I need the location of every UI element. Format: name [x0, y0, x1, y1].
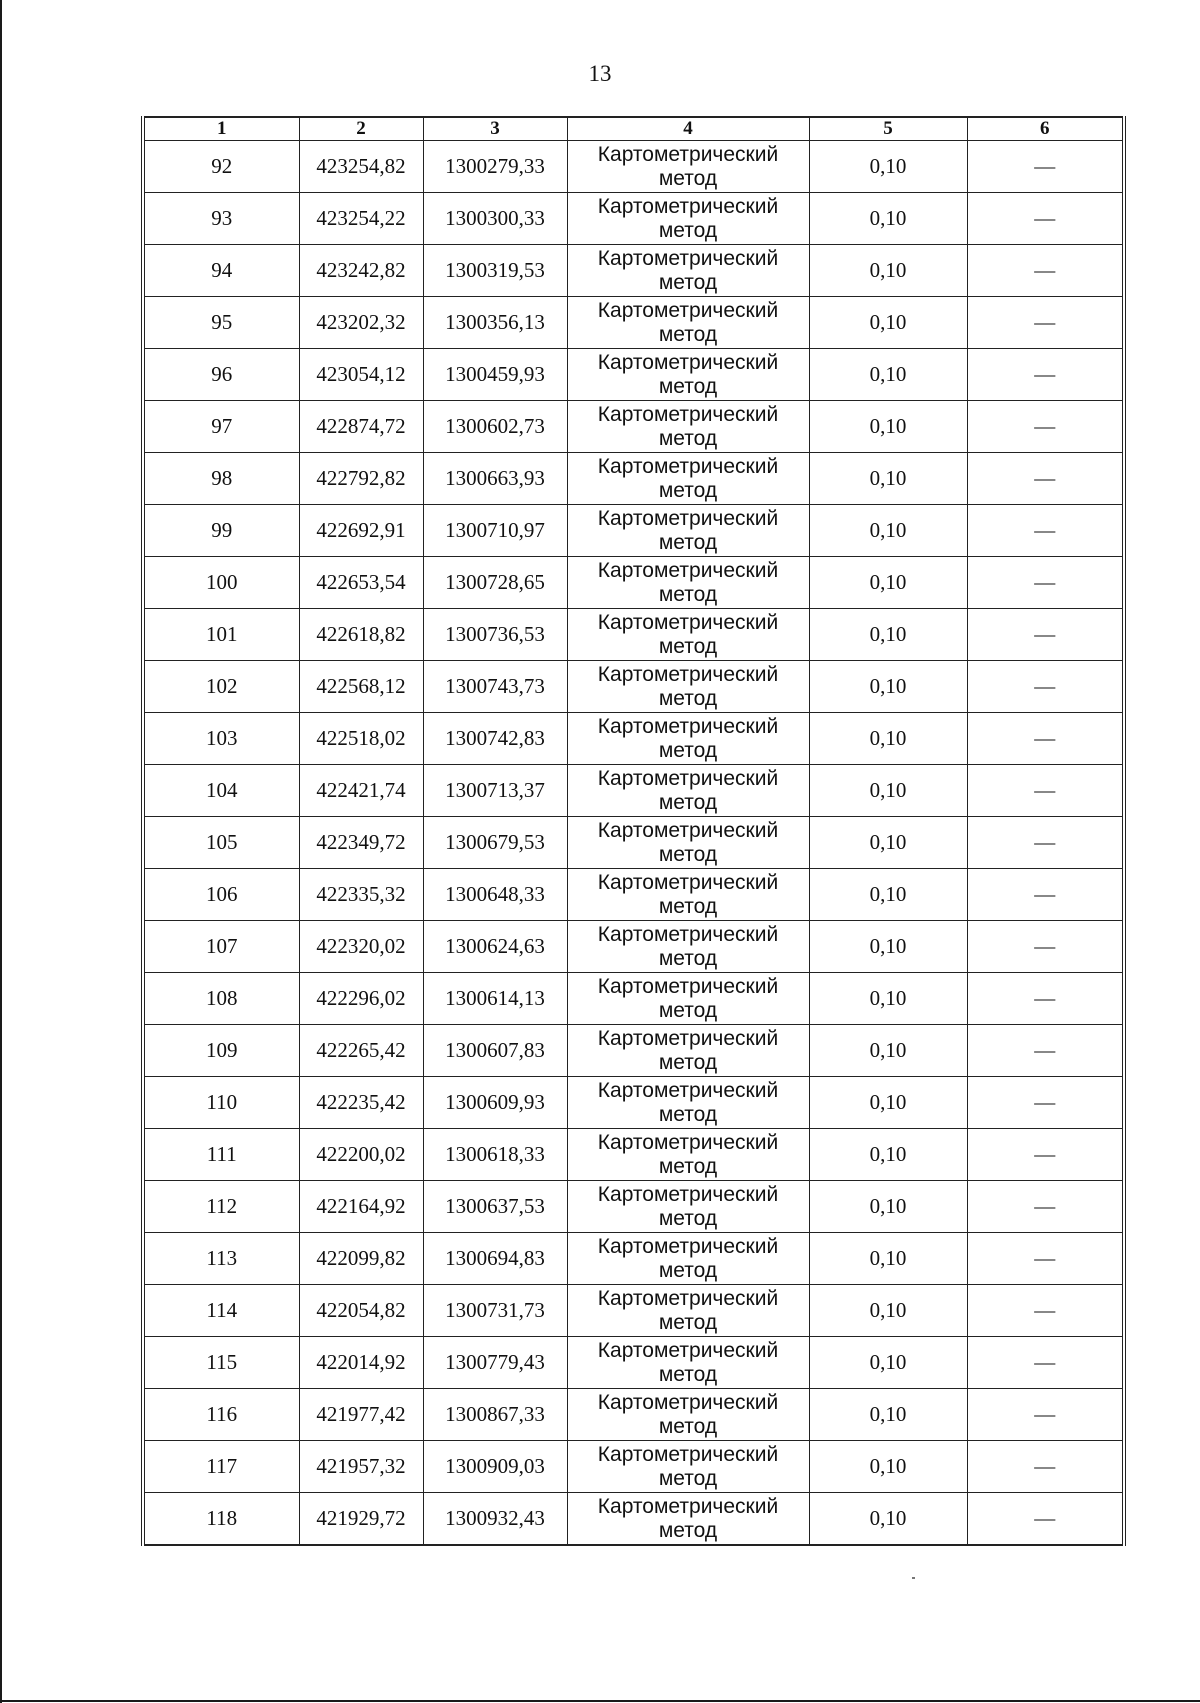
method-line-2: метод	[658, 738, 718, 762]
method-line-1: Картометрический	[597, 1182, 779, 1206]
method-line-1: Картометрический	[597, 298, 779, 322]
cell-coordinate-x: 422164,92	[299, 1181, 423, 1233]
cell-note: —	[967, 1181, 1124, 1233]
method-line-1: Картометрический	[597, 1338, 779, 1362]
cell-method	[567, 557, 809, 609]
method-line-1: Картометрический	[597, 558, 779, 582]
cell-point-number: 109	[143, 1025, 299, 1077]
cell-coordinate-x: 423202,32	[299, 297, 423, 349]
cell-note: —	[967, 453, 1124, 505]
method-line-2: метод	[658, 582, 718, 606]
table-row	[143, 1233, 1124, 1285]
cell-note: —	[967, 349, 1124, 401]
cell-method	[567, 921, 809, 973]
method-line-2: метод	[658, 1518, 718, 1542]
cell-note: —	[967, 1233, 1124, 1285]
cell-accuracy: 0,10	[809, 505, 967, 557]
cell-method	[567, 141, 809, 193]
method-line-1: Картометрический	[597, 402, 779, 426]
cell-accuracy: 0,10	[809, 609, 967, 661]
table-row	[143, 1077, 1124, 1129]
method-line-1: Картометрический	[597, 1286, 779, 1310]
cell-coordinate-x: 423254,22	[299, 193, 423, 245]
cell-coordinate-x: 422200,02	[299, 1129, 423, 1181]
cell-note: —	[967, 557, 1124, 609]
cell-coordinate-y: 1300731,73	[423, 1285, 567, 1337]
cell-method	[567, 973, 809, 1025]
header-col-3: 3	[423, 117, 567, 141]
method-line-1: Картометрический	[597, 1130, 779, 1154]
method-line-1: Картометрический	[597, 506, 779, 530]
cell-accuracy: 0,10	[809, 1025, 967, 1077]
header-col-6: 6	[967, 117, 1124, 141]
cell-coordinate-y: 1300459,93	[423, 349, 567, 401]
method-line-2: метод	[658, 1414, 718, 1438]
cell-point-number: 117	[143, 1441, 299, 1493]
header-col-4: 4	[567, 117, 809, 141]
cell-point-number: 103	[143, 713, 299, 765]
method-line-1: Картометрический	[597, 1234, 779, 1258]
table-row	[143, 973, 1124, 1025]
cell-accuracy: 0,10	[809, 1441, 967, 1493]
cell-coordinate-x: 422014,92	[299, 1337, 423, 1389]
cell-accuracy: 0,10	[809, 1181, 967, 1233]
table-row	[143, 1389, 1124, 1441]
cell-point-number: 98	[143, 453, 299, 505]
cell-coordinate-x: 423054,12	[299, 349, 423, 401]
method-line-2: метод	[658, 686, 718, 710]
cell-point-number: 110	[143, 1077, 299, 1129]
cell-note: —	[967, 245, 1124, 297]
table-row	[143, 661, 1124, 713]
cell-accuracy: 0,10	[809, 1389, 967, 1441]
cell-note: —	[967, 193, 1124, 245]
method-line-2: метод	[658, 270, 718, 294]
coordinates-table-container	[141, 116, 1122, 1546]
method-line-2: метод	[658, 530, 718, 554]
cell-method	[567, 245, 809, 297]
method-line-1: Картометрический	[597, 766, 779, 790]
method-line-2: метод	[658, 426, 718, 450]
cell-point-number: 114	[143, 1285, 299, 1337]
method-line-1: Картометрический	[597, 246, 779, 270]
cell-note: —	[967, 297, 1124, 349]
header-col-1: 1	[143, 117, 299, 141]
cell-point-number: 116	[143, 1389, 299, 1441]
cell-accuracy: 0,10	[809, 1077, 967, 1129]
cell-coordinate-x: 422235,42	[299, 1077, 423, 1129]
table-row	[143, 193, 1124, 245]
method-line-1: Картометрический	[597, 610, 779, 634]
cell-coordinate-x: 422792,82	[299, 453, 423, 505]
cell-coordinate-x: 422568,12	[299, 661, 423, 713]
cell-accuracy: 0,10	[809, 401, 967, 453]
method-line-1: Картометрический	[597, 974, 779, 998]
table-row	[143, 245, 1124, 297]
scan-edge-left	[0, 0, 2, 1703]
cell-coordinate-y: 1300356,13	[423, 297, 567, 349]
cell-method	[567, 1285, 809, 1337]
method-line-2: метод	[658, 790, 718, 814]
method-line-1: Картометрический	[597, 818, 779, 842]
cell-coordinate-x: 422518,02	[299, 713, 423, 765]
page-number: 13	[588, 61, 612, 86]
cell-coordinate-y: 1300742,83	[423, 713, 567, 765]
cell-method	[567, 1181, 809, 1233]
cell-coordinate-y: 1300602,73	[423, 401, 567, 453]
table-row	[143, 1493, 1124, 1546]
cell-coordinate-y: 1300710,97	[423, 505, 567, 557]
table-row	[143, 557, 1124, 609]
cell-coordinate-y: 1300319,53	[423, 245, 567, 297]
method-line-2: метод	[658, 1258, 718, 1282]
method-line-2: метод	[658, 1154, 718, 1178]
cell-method	[567, 1129, 809, 1181]
cell-coordinate-y: 1300663,93	[423, 453, 567, 505]
cell-coordinate-x: 422874,72	[299, 401, 423, 453]
cell-coordinate-y: 1300728,65	[423, 557, 567, 609]
method-line-2: метод	[658, 322, 718, 346]
cell-accuracy: 0,10	[809, 245, 967, 297]
cell-coordinate-y: 1300648,33	[423, 869, 567, 921]
cell-note: —	[967, 661, 1124, 713]
cell-point-number: 92	[143, 141, 299, 193]
cell-note: —	[967, 921, 1124, 973]
cell-coordinate-x: 421977,42	[299, 1389, 423, 1441]
cell-point-number: 99	[143, 505, 299, 557]
cell-note: —	[967, 973, 1124, 1025]
table-row	[143, 401, 1124, 453]
cell-note: —	[967, 1077, 1124, 1129]
method-line-2: метод	[658, 842, 718, 866]
table-row	[143, 817, 1124, 869]
cell-accuracy: 0,10	[809, 1285, 967, 1337]
cell-method	[567, 505, 809, 557]
method-line-2: метод	[658, 478, 718, 502]
cell-method	[567, 1233, 809, 1285]
cell-accuracy: 0,10	[809, 765, 967, 817]
cell-coordinate-x: 421957,32	[299, 1441, 423, 1493]
cell-point-number: 111	[143, 1129, 299, 1181]
table-row	[143, 921, 1124, 973]
cell-coordinate-x: 422618,82	[299, 609, 423, 661]
method-line-2: метод	[658, 946, 718, 970]
method-line-2: метод	[658, 374, 718, 398]
cell-accuracy: 0,10	[809, 713, 967, 765]
cell-note: —	[967, 1025, 1124, 1077]
table-row	[143, 609, 1124, 661]
cell-coordinate-x: 421929,72	[299, 1493, 423, 1546]
table-row	[143, 1025, 1124, 1077]
cell-point-number: 97	[143, 401, 299, 453]
header-col-5: 5	[809, 117, 967, 141]
cell-note: —	[967, 1493, 1124, 1546]
coordinates-table	[141, 116, 1126, 1546]
table-header-row	[143, 117, 1124, 141]
method-line-1: Картометрический	[597, 454, 779, 478]
method-line-1: Картометрический	[597, 870, 779, 894]
cell-coordinate-y: 1300618,33	[423, 1129, 567, 1181]
method-line-2: метод	[658, 894, 718, 918]
cell-method	[567, 817, 809, 869]
method-line-2: метод	[658, 166, 718, 190]
cell-note: —	[967, 869, 1124, 921]
cell-coordinate-y: 1300279,33	[423, 141, 567, 193]
cell-method	[567, 1025, 809, 1077]
method-line-1: Картометрический	[597, 194, 779, 218]
cell-coordinate-y: 1300713,37	[423, 765, 567, 817]
table-row	[143, 1441, 1124, 1493]
cell-coordinate-x: 422296,02	[299, 973, 423, 1025]
method-line-2: метод	[658, 1206, 718, 1230]
method-line-1: Картометрический	[597, 1390, 779, 1414]
cell-coordinate-y: 1300779,43	[423, 1337, 567, 1389]
cell-method	[567, 869, 809, 921]
cell-method	[567, 661, 809, 713]
method-line-1: Картометрический	[597, 714, 779, 738]
cell-coordinate-y: 1300679,53	[423, 817, 567, 869]
table-row	[143, 1337, 1124, 1389]
cell-note: —	[967, 609, 1124, 661]
method-line-2: метод	[658, 998, 718, 1022]
table-row	[143, 1129, 1124, 1181]
cell-accuracy: 0,10	[809, 557, 967, 609]
table-row	[143, 1285, 1124, 1337]
cell-method	[567, 401, 809, 453]
table-row	[143, 713, 1124, 765]
cell-accuracy: 0,10	[809, 661, 967, 713]
cell-coordinate-x: 422335,32	[299, 869, 423, 921]
cell-note: —	[967, 765, 1124, 817]
method-line-2: метод	[658, 1466, 718, 1490]
cell-coordinate-x: 423242,82	[299, 245, 423, 297]
cell-method	[567, 1389, 809, 1441]
cell-coordinate-x: 422320,02	[299, 921, 423, 973]
cell-accuracy: 0,10	[809, 297, 967, 349]
cell-coordinate-y: 1300624,63	[423, 921, 567, 973]
cell-coordinate-y: 1300743,73	[423, 661, 567, 713]
cell-coordinate-x: 422265,42	[299, 1025, 423, 1077]
cell-point-number: 113	[143, 1233, 299, 1285]
table-row	[143, 765, 1124, 817]
cell-point-number: 95	[143, 297, 299, 349]
cell-coordinate-x: 422653,54	[299, 557, 423, 609]
cell-point-number: 105	[143, 817, 299, 869]
cell-method	[567, 765, 809, 817]
method-line-1: Картометрический	[597, 1026, 779, 1050]
cell-coordinate-y: 1300300,33	[423, 193, 567, 245]
cell-accuracy: 0,10	[809, 869, 967, 921]
method-line-1: Картометрический	[597, 922, 779, 946]
cell-method	[567, 297, 809, 349]
cell-point-number: 107	[143, 921, 299, 973]
cell-note: —	[967, 505, 1124, 557]
cell-coordinate-y: 1300607,83	[423, 1025, 567, 1077]
cell-method	[567, 453, 809, 505]
cell-point-number: 106	[143, 869, 299, 921]
cell-coordinate-x: 422692,91	[299, 505, 423, 557]
header-col-2: 2	[299, 117, 423, 141]
cell-note: —	[967, 713, 1124, 765]
cell-coordinate-y: 1300614,13	[423, 973, 567, 1025]
cell-coordinate-y: 1300694,83	[423, 1233, 567, 1285]
method-line-2: метод	[658, 218, 718, 242]
cell-accuracy: 0,10	[809, 193, 967, 245]
cell-accuracy: 0,10	[809, 349, 967, 401]
cell-note: —	[967, 1129, 1124, 1181]
cell-note: —	[967, 1337, 1124, 1389]
cell-point-number: 100	[143, 557, 299, 609]
table-row	[143, 869, 1124, 921]
cell-point-number: 94	[143, 245, 299, 297]
cell-point-number: 101	[143, 609, 299, 661]
method-line-2: метод	[658, 1310, 718, 1334]
cell-accuracy: 0,10	[809, 973, 967, 1025]
cell-coordinate-y: 1300867,33	[423, 1389, 567, 1441]
cell-point-number: 93	[143, 193, 299, 245]
cell-coordinate-x: 422421,74	[299, 765, 423, 817]
table-row	[143, 349, 1124, 401]
cell-note: —	[967, 141, 1124, 193]
cell-point-number: 108	[143, 973, 299, 1025]
cell-coordinate-y: 1300609,93	[423, 1077, 567, 1129]
cell-point-number: 102	[143, 661, 299, 713]
method-line-2: метод	[658, 1050, 718, 1074]
method-line-2: метод	[658, 1362, 718, 1386]
cell-accuracy: 0,10	[809, 1233, 967, 1285]
cell-coordinate-x: 422349,72	[299, 817, 423, 869]
cell-point-number: 115	[143, 1337, 299, 1389]
table-row	[143, 141, 1124, 193]
cell-accuracy: 0,10	[809, 141, 967, 193]
cell-method	[567, 349, 809, 401]
method-line-2: метод	[658, 634, 718, 658]
method-line-1: Картометрический	[597, 1494, 779, 1518]
cell-method	[567, 713, 809, 765]
table-row	[143, 505, 1124, 557]
cell-accuracy: 0,10	[809, 1493, 967, 1546]
method-line-1: Картометрический	[597, 662, 779, 686]
cell-accuracy: 0,10	[809, 817, 967, 869]
method-line-1: Картометрический	[597, 142, 779, 166]
cell-point-number: 96	[143, 349, 299, 401]
cell-accuracy: 0,10	[809, 1129, 967, 1181]
cell-accuracy: 0,10	[809, 1337, 967, 1389]
cell-coordinate-y: 1300637,53	[423, 1181, 567, 1233]
table-row	[143, 453, 1124, 505]
cell-method	[567, 1077, 809, 1129]
cell-coordinate-x: 423254,82	[299, 141, 423, 193]
cell-method	[567, 1493, 809, 1546]
cell-point-number: 112	[143, 1181, 299, 1233]
cell-coordinate-x: 422054,82	[299, 1285, 423, 1337]
cell-note: —	[967, 1285, 1124, 1337]
cell-note: —	[967, 1441, 1124, 1493]
table-body	[143, 141, 1124, 1546]
scan-edge-bottom	[0, 1700, 1200, 1702]
scan-speck	[912, 1577, 915, 1579]
cell-note: —	[967, 817, 1124, 869]
method-line-2: метод	[658, 1102, 718, 1126]
cell-coordinate-y: 1300932,43	[423, 1493, 567, 1546]
cell-accuracy: 0,10	[809, 921, 967, 973]
cell-note: —	[967, 401, 1124, 453]
cell-method	[567, 1337, 809, 1389]
cell-coordinate-x: 422099,82	[299, 1233, 423, 1285]
cell-note: —	[967, 1389, 1124, 1441]
cell-coordinate-y: 1300736,53	[423, 609, 567, 661]
cell-accuracy: 0,10	[809, 453, 967, 505]
cell-method	[567, 1441, 809, 1493]
cell-method	[567, 193, 809, 245]
table-row	[143, 1181, 1124, 1233]
cell-point-number: 118	[143, 1493, 299, 1546]
method-line-1: Картометрический	[597, 350, 779, 374]
method-line-1: Картометрический	[597, 1078, 779, 1102]
cell-point-number: 104	[143, 765, 299, 817]
table-row	[143, 297, 1124, 349]
method-line-1: Картометрический	[597, 1442, 779, 1466]
cell-method	[567, 609, 809, 661]
cell-coordinate-y: 1300909,03	[423, 1441, 567, 1493]
